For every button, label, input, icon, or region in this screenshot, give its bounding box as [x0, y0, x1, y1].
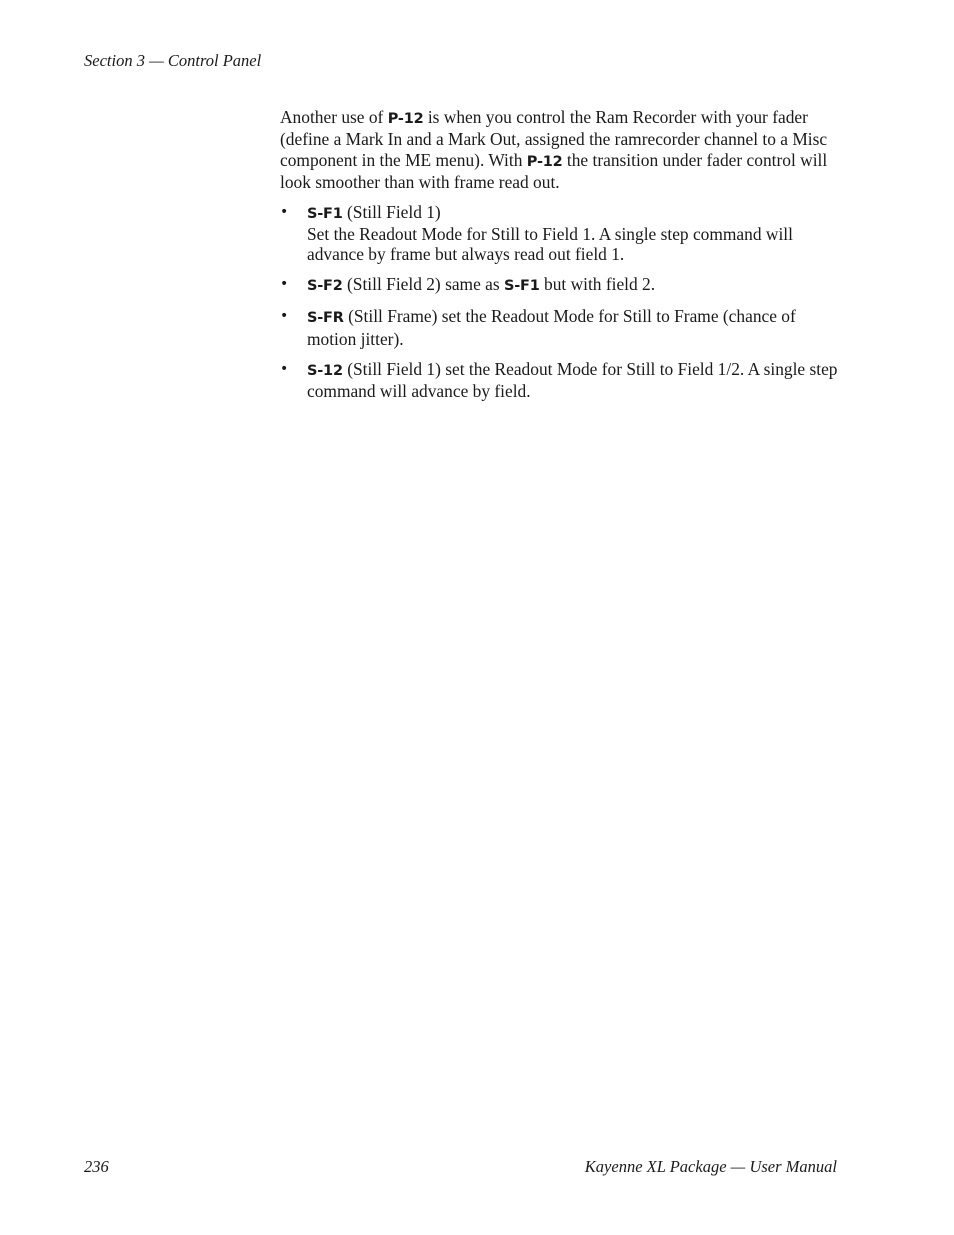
keyword-s12: S-12 — [307, 362, 343, 379]
list-item-s12 — [280, 359, 846, 402]
bullet-icon: • — [280, 360, 289, 377]
sf2-text-2: but with field 2. — [539, 274, 656, 295]
keyword-sfr: S-FR — [307, 310, 344, 327]
sf1-description: Set the Readout Mode for Still to Field 1. A single step command will advance by frame but always read out field 1. — [307, 224, 793, 265]
intro-text-3: the transition under fader control will look smoother than with frame read out. — [280, 149, 828, 193]
running-header: Section 3 — Control Panel — [84, 51, 262, 70]
footer-doc-title: Kayenne XL Package — User Manual — [584, 1157, 837, 1176]
list-item-sfr — [280, 306, 846, 349]
body-column — [280, 107, 846, 411]
sf2-text-1: (Still Field 2) same as — [342, 274, 504, 295]
keyword-sf1-ref: S-F1 — [504, 278, 540, 295]
readout-mode-list — [280, 202, 846, 402]
intro-text-1: Another use of — [280, 107, 388, 127]
keyword-sf2: S-F2 — [307, 278, 343, 295]
sfr-text: (Still Frame) set the Readout Mode for Still to Frame (chance of motion jitter). — [307, 306, 796, 349]
bullet-icon: • — [280, 203, 289, 220]
list-item-sf1 — [280, 202, 846, 265]
keyword-p12-second: P-12 — [526, 153, 563, 170]
list-item-sf2 — [280, 274, 846, 296]
s12-text: (Still Field 1) set the Readout Mode for Still to Field 1/2. A single step command will advance by field. — [307, 358, 838, 401]
page-number: 236 — [84, 1157, 109, 1176]
sf1-label: (Still Field 1) — [342, 201, 441, 222]
keyword-p12: P-12 — [387, 111, 424, 127]
bullet-icon: • — [280, 276, 289, 293]
bullet-icon: • — [280, 308, 289, 325]
keyword-sf1: S-F1 — [307, 205, 343, 222]
intro-paragraph — [280, 107, 846, 193]
intro-text-2: is when you control the Ram Recorder with your fader (define a Mark In and a Mark Out, assigned the ramrecorder channel to a Misc component in the ME menu). With — [280, 107, 828, 170]
